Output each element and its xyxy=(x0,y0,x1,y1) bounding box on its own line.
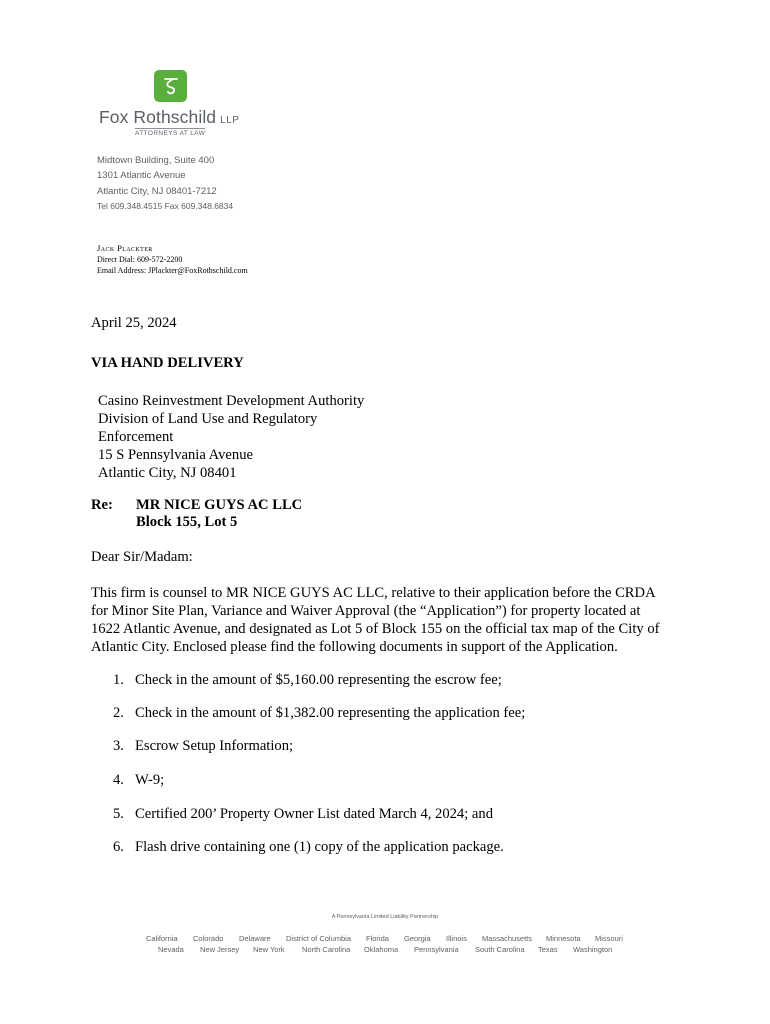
footer-location: North Carolina xyxy=(302,945,351,954)
footer-location: California xyxy=(146,934,178,943)
delivery-method: VIA HAND DELIVERY xyxy=(91,355,244,371)
footer-location: Florida xyxy=(366,934,389,943)
enclosure-number: 4. xyxy=(113,772,124,788)
sender-email: Email Address: JPlackter@FoxRothschild.com xyxy=(97,266,248,275)
firm-name-text: Fox Rothschild xyxy=(99,107,217,127)
office-phone: Tel 609.348.4515 Fax 609.348.6834 xyxy=(97,200,234,211)
logo-glyph-icon xyxy=(160,75,182,97)
body-paragraph xyxy=(91,584,691,656)
enclosure-number: 1. xyxy=(113,672,124,688)
firm-tagline: ATTORNEYS AT LAW xyxy=(135,129,206,137)
footer-location: Georgia xyxy=(404,934,431,943)
subject-line: Block 155, Lot 5 xyxy=(136,514,238,530)
enclosure-number: 3. xyxy=(113,738,124,754)
footer-location: New York xyxy=(253,945,285,954)
paragraph-line: for Minor Site Plan, Variance and Waiver Approval (the “Application”) for property located at xyxy=(91,603,641,619)
subject-line: MR NICE GUYS AC LLC xyxy=(136,497,303,513)
paragraph-line: This firm is counsel to MR NICE GUYS AC LLC, relative to their application before the CRDA xyxy=(91,585,656,601)
firm-suffix: LLP xyxy=(220,115,240,126)
footer-location: Pennsylvania xyxy=(414,945,459,954)
office-line: Midtown Building, Suite 400 xyxy=(97,155,215,166)
footer-location: Nevada xyxy=(158,945,184,954)
footer-location: Illinois xyxy=(446,934,467,943)
sender-direct-dial: Direct Dial: 609-572-2200 xyxy=(97,255,183,264)
footer-location: New Jersey xyxy=(200,945,240,954)
footer-location: Washington xyxy=(573,945,613,954)
enclosure-item xyxy=(113,738,293,755)
recipient-line: Enforcement xyxy=(98,429,174,445)
enclosure-number: 6. xyxy=(113,839,124,855)
paragraph-line: 1622 Atlantic Avenue, and designated as Lot 5 of Block 155 on the official tax map of the City of xyxy=(91,621,660,637)
recipient-line: Division of Land Use and Regulatory xyxy=(98,411,318,427)
footer-location: Oklahoma xyxy=(364,945,399,954)
sender-block xyxy=(97,243,248,276)
recipient-line: Casino Reinvestment Development Authority xyxy=(98,393,365,409)
footer-location: Massachusetts xyxy=(482,934,533,943)
enclosure-item xyxy=(113,705,525,722)
footer-location: Minnesota xyxy=(546,934,581,943)
footer-location: Missouri xyxy=(595,934,623,943)
salutation: Dear Sir/Madam: xyxy=(91,549,193,565)
subject-lines xyxy=(136,497,302,531)
enclosure-text: Flash drive containing one (1) copy of the application package. xyxy=(135,839,504,855)
footer-partnership-note: A Pennsylvania Limited Liability Partnership xyxy=(331,914,439,920)
paragraph-line: Atlantic City. Enclosed please find the following documents in support of the Application. xyxy=(91,639,618,655)
enclosure-item xyxy=(113,806,493,823)
recipient-line: 15 S Pennsylvania Avenue xyxy=(98,447,253,463)
enclosure-text: W-9; xyxy=(135,772,165,788)
recipient-line: Atlantic City, NJ 08401 xyxy=(98,465,237,481)
enclosure-text: Check in the amount of $5,160.00 representing the escrow fee; xyxy=(135,672,502,688)
letter-date: April 25, 2024 xyxy=(91,315,177,331)
enclosure-item xyxy=(113,672,502,689)
enclosure-number: 5. xyxy=(113,806,124,822)
office-line: Atlantic City, NJ 08401-7212 xyxy=(97,185,217,197)
fox-rothschild-logo-icon xyxy=(154,70,187,102)
enclosure-number: 2. xyxy=(113,705,124,721)
office-address xyxy=(97,153,233,214)
enclosure-item xyxy=(113,839,504,856)
footer-location: Colorado xyxy=(193,934,224,943)
enclosure-text: Check in the amount of $1,382.00 representing the application fee; xyxy=(135,705,526,721)
footer-location: District of Columbia xyxy=(286,934,352,943)
enclosure-text: Escrow Setup Information; xyxy=(135,738,294,754)
subject-label: Re: xyxy=(91,497,113,513)
enclosure-text: Certified 200’ Property Owner List dated March 4, 2024; and xyxy=(135,806,493,822)
firm-name xyxy=(99,107,239,128)
sender-name: Jack Plackter xyxy=(97,243,153,253)
footer-location: Texas xyxy=(538,945,558,954)
footer-location: South Carolina xyxy=(475,945,525,954)
footer-location: Delaware xyxy=(239,934,271,943)
office-line: 1301 Atlantic Avenue xyxy=(97,170,186,182)
enclosure-item xyxy=(113,772,164,789)
recipient-address xyxy=(98,392,364,482)
